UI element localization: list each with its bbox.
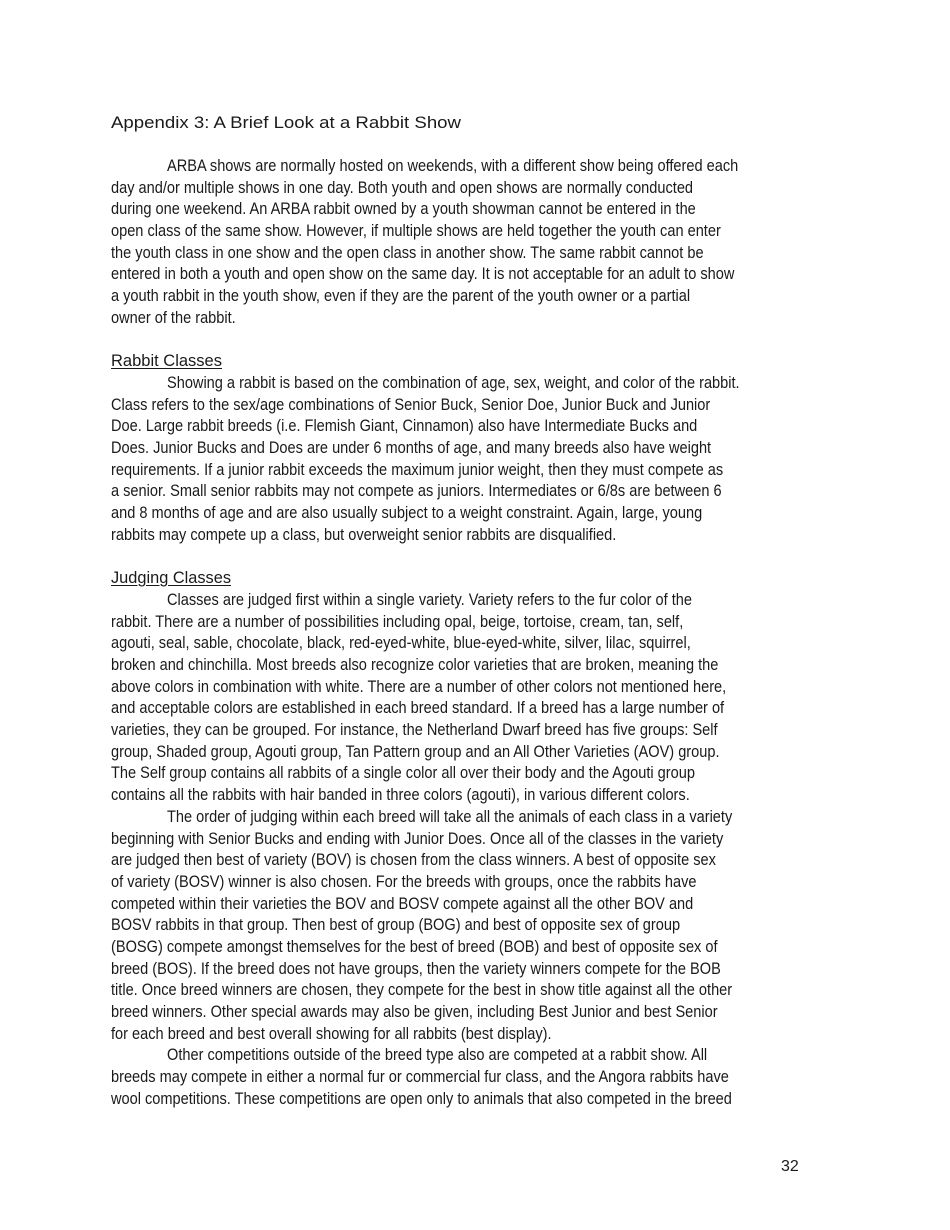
paragraph-line: varieties, they can be grouped. For instance, the Netherland Dwarf breed has five groups: Self bbox=[111, 721, 718, 739]
section-heading-rabbit-classes: Rabbit Classes bbox=[111, 352, 222, 370]
paragraph-line: Other competitions outside of the breed type also are competed at a rabbit show. All bbox=[167, 1046, 708, 1064]
paragraph-line: agouti, seal, sable, chocolate, black, red-eyed-white, blue-eyed-white, silver, lilac, squirrel, bbox=[111, 634, 691, 652]
paragraph-line: title. Once breed winners are chosen, they compete for the best in show title against all the other bbox=[111, 981, 733, 999]
paragraph-line: rabbit. There are a number of possibilities including opal, beige, tortoise, cream, tan, self, bbox=[111, 613, 684, 631]
paragraph-line: during one weekend. An ARBA rabbit owned by a youth showman cannot be entered in the bbox=[111, 200, 696, 218]
paragraph-line: the youth class in one show and the open class in another show. The same rabbit cannot be bbox=[111, 244, 704, 262]
paragraph-line: BOSV rabbits in that group. Then best of group (BOG) and best of opposite sex of group bbox=[111, 916, 681, 934]
paragraph-line: for each breed and best overall showing for all rabbits (best display). bbox=[111, 1025, 552, 1043]
paragraph-line: Does. Junior Bucks and Does are under 6 months of age, and many breeds also have weight bbox=[111, 439, 712, 457]
paragraph-line: owner of the rabbit. bbox=[111, 309, 236, 327]
paragraph-line: beginning with Senior Bucks and ending with Junior Does. Once all of the classes in the variety bbox=[111, 830, 724, 848]
page-title: Appendix 3: A Brief Look at a Rabbit Show bbox=[111, 114, 461, 132]
paragraph-line: ARBA shows are normally hosted on weekends, with a different show being offered each bbox=[167, 157, 739, 175]
paragraph-line: Classes are judged first within a single variety. Variety refers to the fur color of the bbox=[167, 591, 692, 609]
paragraph-line: wool competitions. These competitions are open only to animals that also competed in the breed bbox=[111, 1090, 732, 1108]
paragraph-line: competed within their varieties the BOV and BOSV compete against all the other BOV and bbox=[111, 895, 694, 913]
paragraph-line: group, Shaded group, Agouti group, Tan Pattern group and an All Other Varieties (AOV) group. bbox=[111, 743, 720, 761]
paragraph-line: above colors in combination with white. There are a number of other colors not mentioned here, bbox=[111, 678, 727, 696]
paragraph-line: breed winners. Other special awards may also be given, including Best Junior and best Senior bbox=[111, 1003, 718, 1021]
page-number: 32 bbox=[781, 1158, 799, 1175]
paragraph-line: (BOSG) compete amongst themselves for the best of breed (BOB) and best of opposite sex of bbox=[111, 938, 718, 956]
paragraph-line: are judged then best of variety (BOV) is chosen from the class winners. A best of opposite sex bbox=[111, 851, 716, 869]
paragraph-line: Doe. Large rabbit breeds (i.e. Flemish Giant, Cinnamon) also have Intermediate Bucks and bbox=[111, 417, 698, 435]
paragraph-line: The order of judging within each breed will take all the animals of each class in a variety bbox=[167, 808, 733, 826]
paragraph-line: requirements. If a junior rabbit exceeds the maximum junior weight, then they must compete as bbox=[111, 461, 724, 479]
paragraph-line: open class of the same show. However, if multiple shows are held together the youth can enter bbox=[111, 222, 721, 240]
paragraph-line: and acceptable colors are established in each breed standard. If a breed has a large number of bbox=[111, 699, 725, 717]
paragraph-line: of variety (BOSV) winner is also chosen. For the breeds with groups, once the rabbits have bbox=[111, 873, 697, 891]
paragraph-line: rabbits may compete up a class, but overweight senior rabbits are disqualified. bbox=[111, 526, 617, 544]
paragraph-line: contains all the rabbits with hair banded in three colors (agouti), in various different colors. bbox=[111, 786, 690, 804]
paragraph-line: Showing a rabbit is based on the combination of age, sex, weight, and color of the rabbit. bbox=[167, 374, 740, 392]
paragraph-line: a youth rabbit in the youth show, even if they are the parent of the youth owner or a partial bbox=[111, 287, 691, 305]
paragraph-line: day and/or multiple shows in one day. Both youth and open shows are normally conducted bbox=[111, 179, 694, 197]
paragraph-line: Class refers to the sex/age combinations of Senior Buck, Senior Doe, Junior Buck and Junior bbox=[111, 396, 711, 414]
paragraph-line: breed (BOS). If the breed does not have groups, then the variety winners compete for the BOB bbox=[111, 960, 721, 978]
paragraph-line: a senior. Small senior rabbits may not compete as juniors. Intermediates or 6/8s are between 6 bbox=[111, 482, 722, 500]
paragraph-line: The Self group contains all rabbits of a single color all over their body and the Agouti group bbox=[111, 764, 695, 782]
paragraph-line: and 8 months of age and are also usually subject to a weight constraint. Again, large, young bbox=[111, 504, 703, 522]
section-heading-judging-classes: Judging Classes bbox=[111, 569, 231, 587]
paragraph-line: broken and chinchilla. Most breeds also recognize color varieties that are broken, meaning the bbox=[111, 656, 719, 674]
paragraph-line: entered in both a youth and open show on the same day. It is not acceptable for an adult to show bbox=[111, 265, 735, 283]
paragraph-line: breeds may compete in either a normal fur or commercial fur class, and the Angora rabbits have bbox=[111, 1068, 729, 1086]
